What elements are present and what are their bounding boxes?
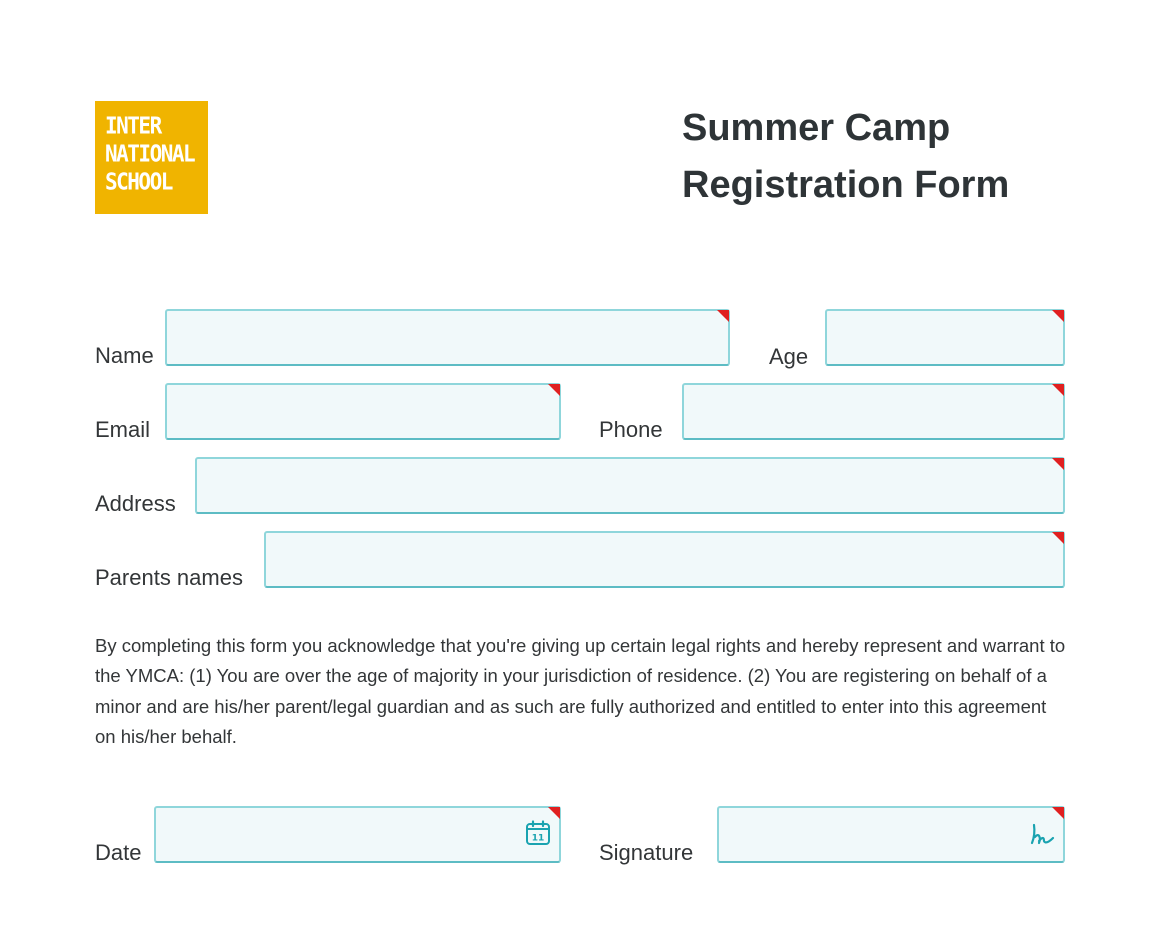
address-field-box — [195, 457, 1065, 514]
required-corner-icon — [717, 310, 729, 322]
signature-label: Signature — [599, 840, 694, 865]
email-field-box — [165, 383, 561, 440]
required-corner-icon — [548, 384, 560, 396]
email-input[interactable] — [167, 385, 559, 438]
parents-names-label: Parents names — [95, 565, 243, 590]
required-corner-icon — [1052, 310, 1064, 322]
svg-text:11: 11 — [531, 833, 545, 844]
required-corner-icon — [548, 807, 560, 819]
form-title-line-2: Registration Form — [682, 164, 1010, 206]
age-label: Age — [769, 344, 809, 369]
date-input[interactable] — [156, 808, 559, 861]
logo-text-line-2: NATIONAL — [105, 141, 195, 168]
email-label: Email — [95, 417, 151, 442]
signature-icon[interactable] — [1029, 820, 1055, 846]
phone-field-box — [682, 383, 1065, 440]
form-title — [682, 100, 1009, 214]
age-input[interactable] — [827, 311, 1063, 364]
required-corner-icon — [1052, 384, 1064, 396]
phone-label: Phone — [599, 417, 663, 442]
parents-names-field-box — [264, 531, 1065, 588]
date-field-box — [154, 806, 561, 863]
logo-text-line-1: INTER — [105, 113, 161, 140]
address-label: Address — [95, 491, 176, 516]
date-label: Date — [95, 840, 142, 865]
calendar-icon[interactable] — [525, 820, 551, 846]
name-field-box — [165, 309, 730, 366]
required-corner-icon — [1052, 458, 1064, 470]
form-title-line-1: Summer Camp — [682, 107, 951, 149]
required-corner-icon — [1052, 532, 1064, 544]
required-corner-icon — [1052, 807, 1064, 819]
address-input[interactable] — [197, 459, 1063, 512]
signature-field-box — [717, 806, 1065, 863]
name-input[interactable] — [167, 311, 728, 364]
parents-names-input[interactable] — [266, 533, 1063, 586]
phone-input[interactable] — [684, 385, 1063, 438]
legal-disclaimer: By completing this form you acknowledge that you're giving up certain legal rights and hereby represent and warrant to the YMCA: (1) You are over the age of majority in your jurisdiction of residence. (2) You are registering on behalf of a minor and are his/her parent/legal guardian and as such are fully authorized and entitled to enter into this agreement on his/her behalf. — [95, 635, 1066, 747]
school-logo — [95, 101, 208, 214]
age-field-box — [825, 309, 1065, 366]
signature-input[interactable] — [719, 808, 1063, 861]
name-label: Name — [95, 343, 154, 368]
logo-text-line-3: SCHOOL — [105, 169, 172, 196]
